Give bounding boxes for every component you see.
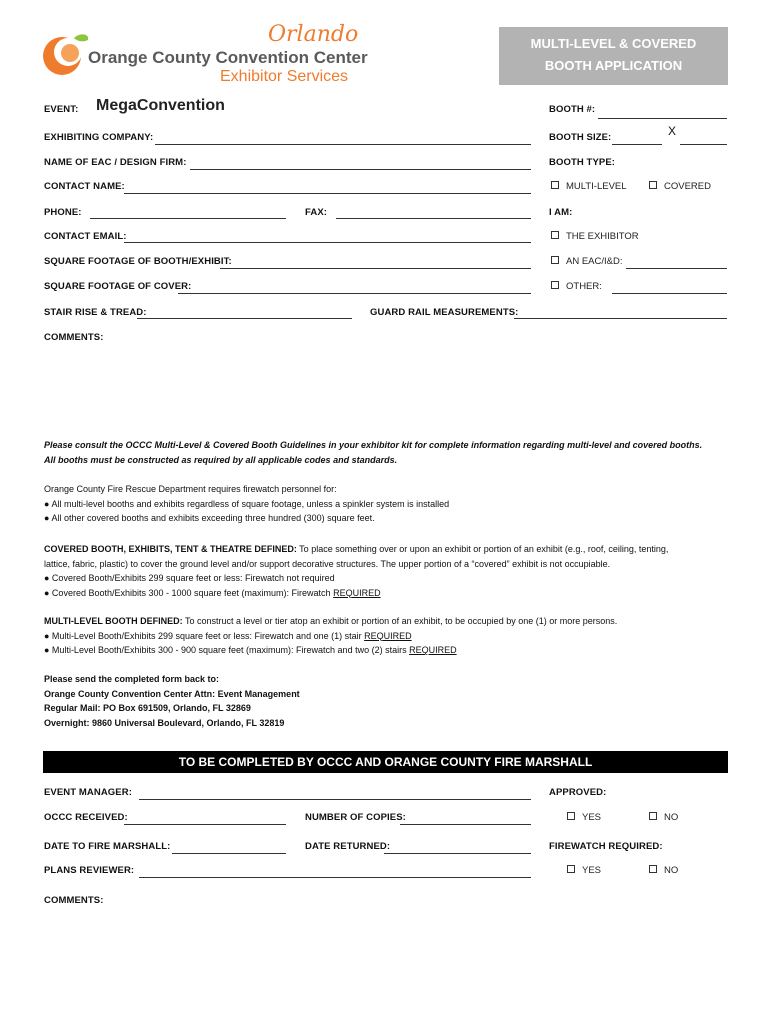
fire-requirements xyxy=(44,482,734,526)
fire-intro: Orange County Fire Rescue Department requires firewatch personnel for: xyxy=(44,484,337,494)
guard-field[interactable] xyxy=(514,318,727,319)
event-manager-label: EVENT MANAGER: xyxy=(44,787,132,798)
guard-label: GUARD RAIL MEASUREMENTS: xyxy=(370,307,519,318)
copies-label: NUMBER OF COPIES: xyxy=(305,812,406,823)
approved-no-checkbox[interactable] xyxy=(649,812,657,820)
logo-script: Orlando xyxy=(268,22,359,47)
multi-bullet-2: ● Multi-Level Booth/Exhibits 300 - 900 square feet (maximum): Firewatch and two (2) stairs xyxy=(44,645,410,655)
send-to xyxy=(44,672,734,730)
title-line-2: BOOTH APPLICATION xyxy=(544,58,683,73)
covered-bullet-1: ● Covered Booth/Exhibits 299 square feet or less: Firewatch not required xyxy=(44,573,335,583)
approved-yes-checkbox[interactable] xyxy=(567,812,575,820)
send-line-4: Overnight: 9860 Universal Boulevard, Orlando, FL 32819 xyxy=(44,717,285,728)
consult-line-2: All booths must be constructed as required by all applicable codes and standards. xyxy=(44,454,398,465)
event-field[interactable]: MegaConvention xyxy=(96,97,225,114)
event-manager-field[interactable] xyxy=(139,799,531,800)
consult-line-1: Please consult the OCCC Multi-Level & Covered Booth Guidelines in your exhibitor kit for complete information regarding multi-level and covered booths. xyxy=(44,440,703,450)
sq-cover-label: SQUARE FOOTAGE OF COVER: xyxy=(44,281,192,292)
covered-checkbox[interactable] xyxy=(649,181,657,189)
booth-size-x: X xyxy=(668,124,677,138)
send-line-2: Orange County Convention Center Attn: Event Management xyxy=(44,688,300,699)
date-returned-field[interactable] xyxy=(384,853,531,854)
sq-booth-label: SQUARE FOOTAGE OF BOOTH/EXHIBIT: xyxy=(44,256,232,267)
multi-bullet-1: ● Multi-Level Booth/Exhibits 299 square feet or less: Firewatch and one (1) stair xyxy=(44,630,365,641)
consult-note xyxy=(44,438,734,467)
multi-level-checkbox[interactable] xyxy=(551,181,559,189)
contact-email-field[interactable] xyxy=(124,242,531,243)
firewatch-no-checkbox[interactable] xyxy=(649,865,657,873)
covered-label: COVERED xyxy=(664,181,711,192)
an-eac-label: AN EAC/I&D: xyxy=(566,256,623,267)
stair-field[interactable] xyxy=(137,318,352,319)
logo-subtitle: Exhibitor Services xyxy=(220,68,349,85)
the-exhibitor-label: THE EXHIBITOR xyxy=(566,231,639,242)
eac-field[interactable] xyxy=(190,169,531,170)
other-checkbox[interactable] xyxy=(551,281,559,289)
occc-received-label: OCCC RECEIVED: xyxy=(44,812,128,823)
date-fm-label: DATE TO FIRE MARSHALL: xyxy=(44,841,171,852)
copies-field[interactable] xyxy=(400,824,531,825)
firewatch-label: FIREWATCH REQUIRED: xyxy=(549,841,663,852)
multi-definition xyxy=(44,614,734,658)
covered-required: REQUIRED xyxy=(333,587,381,598)
contact-name-label: CONTACT NAME: xyxy=(44,181,125,192)
logo xyxy=(40,22,368,88)
office-comments-label: COMMENTS: xyxy=(44,895,104,906)
comments-area[interactable] xyxy=(44,346,727,434)
booth-size-depth-field[interactable] xyxy=(680,144,727,145)
covered-definition xyxy=(44,542,734,600)
firewatch-no-label: NO xyxy=(664,865,679,876)
firewatch-yes-checkbox[interactable] xyxy=(567,865,575,873)
logo-name: Orange County Convention Center xyxy=(88,48,368,67)
comments-label: COMMENTS: xyxy=(44,332,104,343)
booth-size-label: BOOTH SIZE: xyxy=(549,132,612,143)
send-line-3: Regular Mail: PO Box 691509, Orlando, FL 32869 xyxy=(44,703,251,713)
booth-no-field[interactable] xyxy=(598,118,727,119)
an-eac-field[interactable] xyxy=(626,268,727,269)
phone-label: PHONE: xyxy=(44,207,82,218)
office-comments-area[interactable] xyxy=(44,909,727,999)
approved-yes-label: YES xyxy=(582,812,602,823)
approved-label: APPROVED: xyxy=(549,787,607,798)
send-line-1: Please send the completed form back to: xyxy=(44,674,220,684)
firewatch-yes-label: YES xyxy=(582,865,602,876)
multi-level-label: MULTI-LEVEL xyxy=(566,181,627,192)
covered-text-2: lattice, fabric, plastic) to cover the ground level and/or support decorative structures. The upper portion of a “covered” exhibit is not occupiable. xyxy=(44,558,611,569)
other-field[interactable] xyxy=(612,293,727,294)
multi-heading: MULTI-LEVEL BOOTH DEFINED: xyxy=(44,616,183,626)
sq-booth-field[interactable] xyxy=(220,268,531,269)
office-banner: TO BE COMPLETED BY OCCC AND ORANGE COUNTY FIRE MARSHALL xyxy=(43,751,728,773)
fax-label: FAX: xyxy=(305,207,328,218)
title-line-1: MULTI-LEVEL & COVERED xyxy=(530,36,697,51)
plans-label: PLANS REVIEWER: xyxy=(44,865,135,876)
multi-required-1: REQUIRED xyxy=(364,630,412,641)
occc-received-field[interactable] xyxy=(124,824,286,825)
date-returned-label: DATE RETURNED: xyxy=(305,841,391,852)
contact-name-field[interactable] xyxy=(124,193,531,194)
an-eac-checkbox[interactable] xyxy=(551,256,559,264)
covered-heading: COVERED BOOTH, EXHIBITS, TENT & THEATRE DEFINED: xyxy=(44,544,297,554)
title-box xyxy=(499,27,728,85)
contact-email-label: CONTACT EMAIL: xyxy=(44,231,127,242)
the-exhibitor-checkbox[interactable] xyxy=(551,231,559,239)
fire-bullet-1: ● All multi-level booths and exhibits regardless of square footage, unless a spinkler system is installed xyxy=(44,498,450,509)
phone-field[interactable] xyxy=(90,218,286,219)
plans-field[interactable] xyxy=(139,877,531,878)
occc-logo-icon xyxy=(40,30,88,78)
covered-bullet-2: ● Covered Booth/Exhibits 300 - 1000 square feet (maximum): Firewatch xyxy=(44,587,334,598)
approved-no-label: NO xyxy=(664,812,679,823)
fire-bullet-2: ● All other covered booths and exhibits exceeding three hundred (300) square feet. xyxy=(44,513,375,523)
booth-type-label: BOOTH TYPE: xyxy=(549,157,616,168)
exhibiting-company-label: EXHIBITING COMPANY: xyxy=(44,132,154,143)
covered-text-1: To place something over or upon an exhibit or portion of an exhibit (e.g., roof, ceiling, tenting, xyxy=(296,544,669,554)
multi-required-2: REQUIRED xyxy=(409,645,457,655)
booth-size-width-field[interactable] xyxy=(612,144,662,145)
fax-field[interactable] xyxy=(336,218,531,219)
other-label: OTHER: xyxy=(566,281,602,292)
eac-label: NAME OF EAC / DESIGN FIRM: xyxy=(44,157,187,168)
multi-text: To construct a level or tier atop an exhibit or portion of an exhibit, to be occupied by one (1) or more persons. xyxy=(182,616,618,626)
booth-no-label: BOOTH #: xyxy=(549,104,596,115)
date-fm-field[interactable] xyxy=(172,853,286,854)
stair-label: STAIR RISE & TREAD: xyxy=(44,307,147,318)
exhibiting-company-field[interactable] xyxy=(155,144,531,145)
event-label: EVENT: xyxy=(44,104,79,115)
i-am-label: I AM: xyxy=(549,207,573,218)
sq-cover-field[interactable] xyxy=(178,293,531,294)
